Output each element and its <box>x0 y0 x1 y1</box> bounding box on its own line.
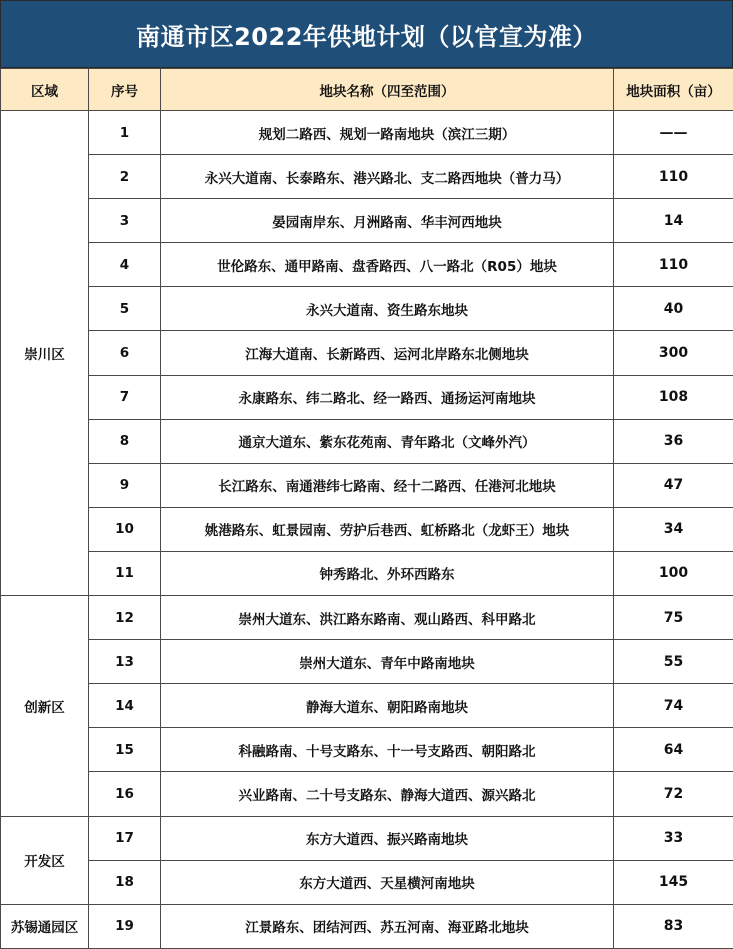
row-number: 15 <box>89 728 161 772</box>
table-row <box>1 111 733 155</box>
table-row <box>1 243 733 287</box>
parcel-name: 永兴大道南、资生路东地块 <box>161 287 614 331</box>
table-row <box>1 419 733 463</box>
row-number: 10 <box>89 507 161 551</box>
parcel-name: 规划二路西、规划一路南地块（滨江三期） <box>161 111 614 155</box>
parcel-area: 108 <box>614 375 733 419</box>
table-row <box>1 199 733 243</box>
row-number: 3 <box>89 199 161 243</box>
table-row <box>1 640 733 684</box>
header-region: 区域 <box>1 69 89 111</box>
parcel-name: 崇州大道东、青年中路南地块 <box>161 640 614 684</box>
parcel-area: —— <box>614 111 733 155</box>
header-area: 地块面积（亩） <box>614 69 733 111</box>
parcel-name: 长江路东、南通港纬七路南、经十二路西、任港河北地块 <box>161 463 614 507</box>
row-number: 5 <box>89 287 161 331</box>
row-number: 16 <box>89 772 161 816</box>
parcel-area: 75 <box>614 596 733 640</box>
parcel-area: 83 <box>614 904 733 948</box>
table-row <box>1 155 733 199</box>
parcel-area: 33 <box>614 816 733 860</box>
parcel-area: 55 <box>614 640 733 684</box>
parcel-area: 36 <box>614 419 733 463</box>
parcel-area: 110 <box>614 243 733 287</box>
table-row <box>1 728 733 772</box>
table-row <box>1 331 733 375</box>
parcel-name: 永兴大道南、长泰路东、港兴路北、支二路西地块（普力马） <box>161 155 614 199</box>
header-no: 序号 <box>89 69 161 111</box>
table-row <box>1 860 733 904</box>
row-number: 8 <box>89 419 161 463</box>
table-row <box>1 684 733 728</box>
parcel-area: 34 <box>614 507 733 551</box>
table-row <box>1 596 733 640</box>
region-cell: 崇川区 <box>1 111 89 596</box>
row-number: 2 <box>89 155 161 199</box>
parcel-area: 145 <box>614 860 733 904</box>
page-title: 南通市区2022年供地计划（以官宣为准） <box>0 0 733 68</box>
row-number: 9 <box>89 463 161 507</box>
parcel-area: 64 <box>614 728 733 772</box>
row-number: 18 <box>89 860 161 904</box>
parcel-name: 姚港路东、虹景园南、劳护后巷西、虹桥路北（龙虾王）地块 <box>161 507 614 551</box>
parcel-name: 崇州大道东、洪江路东路南、观山路西、科甲路北 <box>161 596 614 640</box>
parcel-name: 江景路东、团结河西、苏五河南、海亚路北地块 <box>161 904 614 948</box>
parcel-area: 100 <box>614 551 733 595</box>
parcel-name: 钟秀路北、外环西路东 <box>161 551 614 595</box>
parcel-name: 永康路东、纬二路北、经一路西、通扬运河南地块 <box>161 375 614 419</box>
parcel-area: 72 <box>614 772 733 816</box>
row-number: 4 <box>89 243 161 287</box>
table-row <box>1 507 733 551</box>
region-cell: 开发区 <box>1 816 89 904</box>
row-number: 11 <box>89 551 161 595</box>
parcel-name: 晏园南岸东、月洲路南、华丰河西地块 <box>161 199 614 243</box>
table-row <box>1 816 733 860</box>
parcel-name: 东方大道西、振兴路南地块 <box>161 816 614 860</box>
table-row <box>1 375 733 419</box>
region-cell: 创新区 <box>1 596 89 816</box>
table-row <box>1 772 733 816</box>
header-name: 地块名称（四至范围） <box>161 69 614 111</box>
parcel-area: 300 <box>614 331 733 375</box>
parcel-area: 47 <box>614 463 733 507</box>
table-row <box>1 904 733 948</box>
parcel-name: 兴业路南、二十号支路东、静海大道西、源兴路北 <box>161 772 614 816</box>
parcel-name: 江海大道南、长新路西、运河北岸路东北侧地块 <box>161 331 614 375</box>
row-number: 1 <box>89 111 161 155</box>
row-number: 12 <box>89 596 161 640</box>
parcel-area: 74 <box>614 684 733 728</box>
row-number: 6 <box>89 331 161 375</box>
table-row <box>1 463 733 507</box>
parcel-name: 静海大道东、朝阳路南地块 <box>161 684 614 728</box>
header-row <box>1 69 733 111</box>
land-supply-table <box>0 68 733 949</box>
parcel-name: 东方大道西、天星横河南地块 <box>161 860 614 904</box>
parcel-area: 40 <box>614 287 733 331</box>
row-number: 19 <box>89 904 161 948</box>
row-number: 17 <box>89 816 161 860</box>
region-cell: 苏锡通园区 <box>1 904 89 948</box>
parcel-name: 通京大道东、紫东花苑南、青年路北（文峰外汽） <box>161 419 614 463</box>
parcel-name: 世伦路东、通甲路南、盘香路西、八一路北（R05）地块 <box>161 243 614 287</box>
row-number: 13 <box>89 640 161 684</box>
row-number: 14 <box>89 684 161 728</box>
parcel-area: 110 <box>614 155 733 199</box>
table-row <box>1 551 733 595</box>
table-body <box>1 111 733 949</box>
table-row <box>1 287 733 331</box>
parcel-name: 科融路南、十号支路东、十一号支路西、朝阳路北 <box>161 728 614 772</box>
row-number: 7 <box>89 375 161 419</box>
parcel-area: 14 <box>614 199 733 243</box>
